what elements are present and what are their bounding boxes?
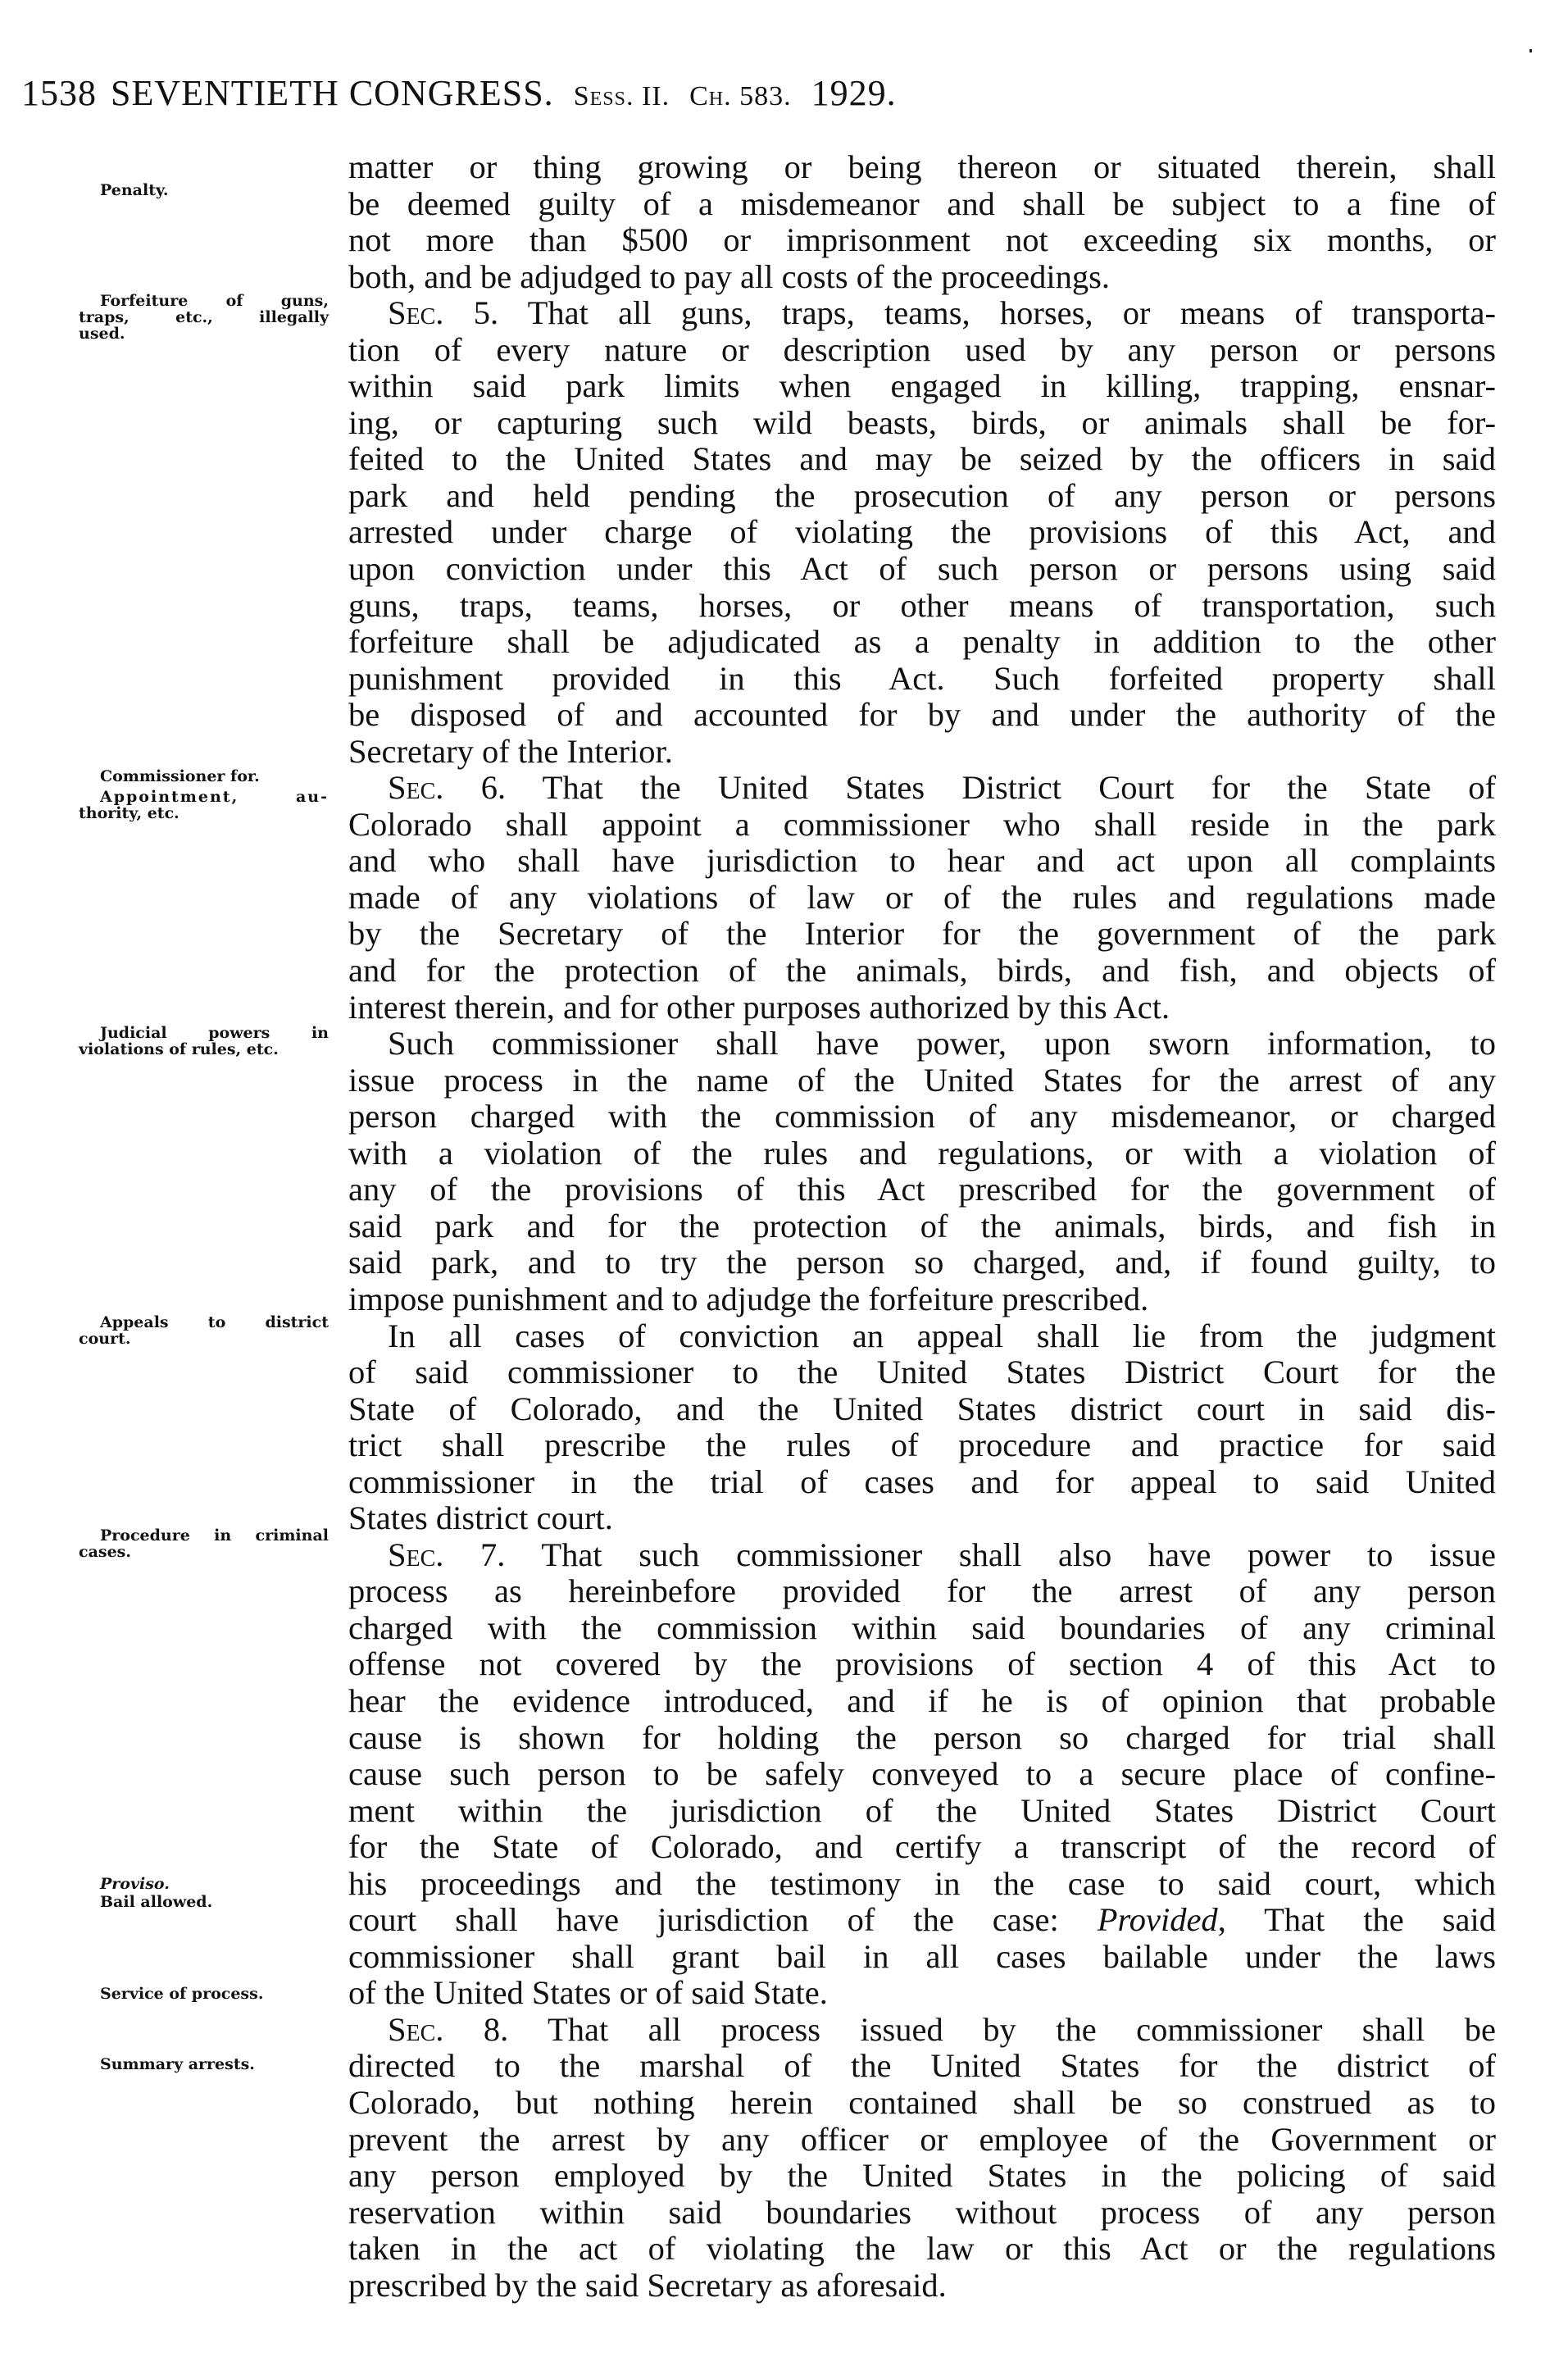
body-line: offense not covered by the provisions of section 4 of this Act to <box>348 1645 1496 1683</box>
body-line: trict shall prescribe the rules of procedure and practice for said <box>348 1426 1496 1464</box>
margin-note-line: Commissioner for. <box>100 767 260 785</box>
body-line: both, and be adjudged to pay all costs of the proceedings. <box>348 257 1111 295</box>
body-line: punishment provided in this Act. Such forfeited property shall <box>348 659 1496 697</box>
body-line: not more than $500 or imprisonment not exceeding six months, or <box>348 221 1496 259</box>
body-line-text: That the United States District Court for the State of <box>542 769 1496 807</box>
margin-note-line: Judicial powers in <box>100 1024 329 1042</box>
body-line: within said park limits when engaged in killing, trapping, ensnar- <box>348 367 1496 405</box>
body-line-text: That all guns, traps, teams, horses, or means of transporta- <box>527 294 1496 332</box>
body-line: impose punishment and to adjudge the forfeiture prescribed. <box>348 1280 1149 1317</box>
body-line: his proceedings and the testimony in the case to said court, which <box>348 1864 1496 1902</box>
margin-note-line: Appointment, au- <box>100 788 329 806</box>
page-number: 1538 <box>21 73 97 113</box>
margin-note-line: cases. <box>79 1543 131 1561</box>
body-line: be disposed of and accounted for by and under the authority of the <box>348 696 1496 734</box>
year-label: 1929. <box>811 73 897 113</box>
margin-note-bail <box>79 1894 329 1910</box>
margin-note-penalty <box>79 182 329 198</box>
body-line: feited to the United States and may be seized by the officers in said <box>348 440 1496 478</box>
margin-note-procedure <box>79 1527 329 1560</box>
body-line: ment within the jurisdiction of the United States District Court <box>348 1791 1496 1829</box>
body-line: said park, and to try the person so charged, and, if found guilty, to <box>348 1244 1496 1281</box>
body-line: and for the protection of the animals, birds, and fish, and objects of <box>348 952 1496 990</box>
body-line: commissioner in the trial of cases and for appeal to said United <box>348 1463 1496 1500</box>
margin-note-summary <box>79 2056 329 2072</box>
margin-note-service <box>79 1986 329 2002</box>
congress-label: SEVENTIETH CONGRESS. <box>111 73 554 113</box>
body-line: park and held pending the prosecution of any person or persons <box>348 476 1496 514</box>
body-line: States district court. <box>348 1499 613 1537</box>
body-line: prevent the arrest by any officer or employee of the Government or <box>348 2120 1496 2158</box>
body-line: cause such person to be safely conveyed to a secure place of confine- <box>348 1755 1496 1793</box>
margin-note-line: Penalty. <box>100 181 169 199</box>
body-line: any person employed by the United States in the policing of said <box>348 2157 1496 2195</box>
body-line: charged with the commission within said boundaries of any criminal <box>348 1608 1496 1646</box>
running-head-title <box>111 72 897 114</box>
section-label: Sec. 6. <box>388 769 507 807</box>
body-line: arrested under charge of violating the provisions of this Act, and <box>348 513 1496 551</box>
section-label: Sec. 8. <box>388 2010 509 2048</box>
margin-note-judicial <box>79 1025 329 1058</box>
body-line: interest therein, and for other purposes authorized by this Act. <box>348 988 1170 1026</box>
section-7-first-line <box>348 1537 1496 1574</box>
margin-note-proviso <box>79 1876 329 1892</box>
session-label: Sess. II. <box>573 81 670 111</box>
margin-note-line: traps, etc., illegally <box>79 308 329 326</box>
body-line: directed to the marshal of the United States for the district of <box>348 2047 1496 2085</box>
body-line: made of any violations of law or of the rules and regulations made <box>348 878 1496 916</box>
margin-note-line: Procedure in criminal <box>100 1526 329 1545</box>
margin-note-line: Bail allowed. <box>100 1893 213 1911</box>
body-line: Such commissioner shall have power, upon sworn information, to <box>388 1025 1496 1062</box>
body-line: issue process in the name of the United States for the arrest of any <box>348 1061 1496 1099</box>
body-line-text: court shall have jurisdiction of the case: <box>348 1901 1098 1939</box>
body-line: hear the evidence introduced, and if he is of opinion that probable <box>348 1681 1496 1719</box>
proviso-line <box>348 1902 1496 1939</box>
margin-note-line: Appeals to district <box>100 1313 329 1331</box>
body-line: guns, traps, teams, horses, or other means of transportation, such <box>348 586 1496 624</box>
section-label: Sec. 5. <box>388 294 499 332</box>
margin-note-line: violations of rules, etc. <box>79 1040 279 1058</box>
body-line: matter or thing growing or being thereon or situated therein, shall <box>348 148 1496 185</box>
body-line: by the Secretary of the Interior for the government of the park <box>348 915 1496 953</box>
body-line: Secretary of the Interior. <box>348 732 673 770</box>
body-line: tion of every nature or description used by any person or persons <box>348 330 1496 368</box>
body-line: be deemed guilty of a misdemeanor and shall be subject to a fine of <box>348 184 1496 222</box>
margin-note-commissioner <box>79 768 329 785</box>
chapter-label: Ch. 583. <box>689 81 792 111</box>
margin-note-line: Forfeiture of guns, <box>100 292 329 310</box>
margin-note-forfeiture <box>79 293 329 342</box>
proviso-rest: , That the said <box>1217 1901 1496 1939</box>
body-line: and who shall have jurisdiction to hear and act upon all complaints <box>348 842 1496 880</box>
body-line: said park and for the protection of the animals, birds, and fish in <box>348 1207 1496 1244</box>
margin-note-appointment <box>79 789 329 821</box>
body-line: process as hereinbefore provided for the arrest of any person <box>348 1572 1496 1610</box>
statute-body <box>348 149 1496 2304</box>
margin-note-line: Service of process. <box>100 1985 264 2003</box>
section-label: Sec. 7. <box>388 1536 506 1573</box>
body-line: State of Colorado, and the United States district court in said dis- <box>348 1390 1496 1427</box>
body-line: Colorado, but nothing herein contained shall be so construed as to <box>348 2083 1496 2121</box>
body-line: any of the provisions of this Act prescribed for the government of <box>348 1171 1496 1208</box>
margin-note-line: Proviso. <box>100 1875 170 1893</box>
body-line: of said commissioner to the United States District Court for the <box>348 1354 1496 1391</box>
section-6-first-line <box>348 770 1496 807</box>
body-line: with a violation of the rules and regulations, or with a violation of <box>348 1134 1496 1172</box>
margin-note-line: thority, etc. <box>79 804 180 822</box>
body-line: upon conviction under this Act of such person or persons using said <box>348 550 1496 588</box>
body-line: commissioner shall grant bail in all cases bailable under the laws <box>348 1937 1496 1975</box>
body-line: of the United States or of said State. <box>348 1974 828 2012</box>
margin-note-line: used. <box>79 325 125 343</box>
body-line: reservation within said boundaries without process of any person <box>348 2193 1496 2231</box>
body-line: forfeiture shall be adjudicated as a penalty in addition to the other <box>348 623 1496 661</box>
page-speck <box>1529 49 1532 52</box>
margin-note-appeals <box>79 1314 329 1347</box>
section-5-first-line <box>348 295 1496 332</box>
body-line: person charged with the commission of any misdemeanor, or charged <box>348 1098 1496 1135</box>
body-line: ing, or capturing such wild beasts, birds, or animals shall be for- <box>348 403 1496 441</box>
body-line: taken in the act of violating the law or this Act or the regulations <box>348 2230 1496 2268</box>
body-line-text: That all process issued by the commissioner shall be <box>548 2010 1496 2048</box>
body-line: for the State of Colorado, and certify a transcript of the record of <box>348 1828 1496 1866</box>
section-8-first-line <box>348 2012 1496 2049</box>
margin-note-line: court. <box>79 1330 131 1348</box>
running-head <box>0 72 1568 121</box>
body-line: prescribed by the said Secretary as aforesaid. <box>348 2266 947 2304</box>
body-line-text: That such commissioner shall also have power to issue <box>541 1536 1496 1573</box>
body-line: In all cases of conviction an appeal shall lie from the judgment <box>388 1317 1496 1354</box>
body-line: cause is shown for holding the person so charged for trial shall <box>348 1718 1496 1756</box>
margin-note-line: Summary arrests. <box>100 2055 255 2073</box>
body-line: Colorado shall appoint a commissioner who shall reside in the park <box>348 805 1496 843</box>
proviso-italic: Provided <box>1097 1901 1218 1939</box>
